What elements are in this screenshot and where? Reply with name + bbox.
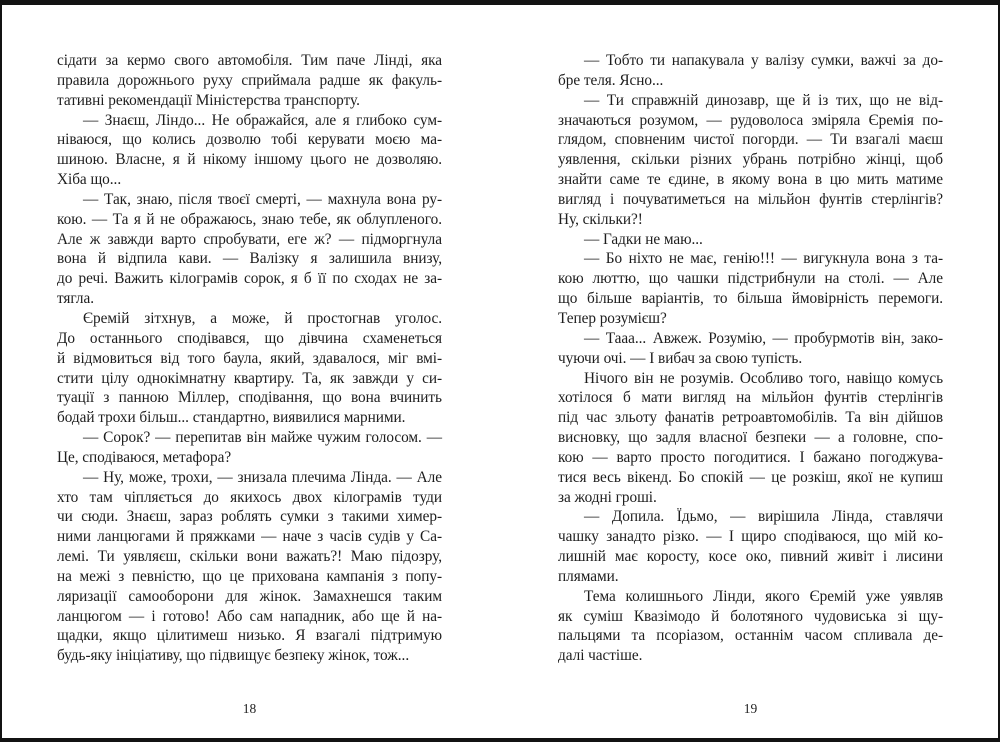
text-line: Єремій зітхнув, а може, й простогнав уголос. bbox=[83, 309, 442, 327]
text-line: вона й відпила кави. — Валізку я залишила внизу, bbox=[57, 250, 442, 268]
page-number-right: 19 bbox=[743, 701, 758, 716]
text-line: вигляд і почуватиметься на мільйон фунтів стерлінгів? bbox=[558, 190, 943, 208]
text-line: туації з панною Міллер, сподівання, що вона вчинить bbox=[57, 389, 442, 407]
text-line: кою. — Та я й не ображаюсь, знаю тебе, як облупленого. bbox=[57, 210, 442, 228]
text-line: під час зльоту фанатів ретроавтомобілів. Та він дійшов bbox=[558, 409, 943, 427]
text-line: Ну, скільки?! bbox=[558, 210, 643, 228]
paragraph bbox=[558, 91, 943, 230]
text-line: що більше варіантів, то більша ймовірність перемоги. bbox=[558, 290, 943, 308]
paragraph bbox=[558, 329, 943, 369]
text-line: — Сорок? — перепитав він майже чужим голосом. — bbox=[83, 429, 442, 447]
paragraph bbox=[558, 249, 943, 328]
text-line: сідати за кермо свого автомобіля. Тим паче Лінді, яка bbox=[57, 52, 442, 69]
text-line: — Ну, може, трохи, — знизала плечима Лінда. — Але bbox=[83, 468, 442, 486]
text-line: — Тобто ти напакувала у валізу сумки, важчі за до- bbox=[584, 52, 943, 69]
paragraph bbox=[57, 468, 442, 666]
text-line: чуючи очі. — І вибач за свою тупість. bbox=[558, 349, 803, 367]
text-line: на межі з певністю, що це прихована кампанія з попу- bbox=[57, 567, 442, 585]
page-left-text bbox=[57, 51, 442, 666]
text-line: висновку, що задля власної безпеки — а головне, спо- bbox=[558, 429, 943, 447]
text-line: тися весь вікенд. Бо спокій — це розкіш, якої не купиш bbox=[558, 468, 943, 486]
text-line: будь-яку ініціативу, що підвищує безпеку жінок, тож... bbox=[57, 647, 410, 665]
text-line: — Так, знаю, після твоєї смерті, — махнула вона ру- bbox=[83, 190, 442, 208]
text-line: — Знаєш, Ліндо... Не ображайся, але я глибоко сум- bbox=[83, 111, 442, 129]
text-line: ляризації самооборони для жінок. Замахнешся таким bbox=[57, 587, 442, 605]
paragraph bbox=[57, 51, 442, 111]
text-line: — Бо ніхто не має, генію!!! — вигукнула вона з та- bbox=[584, 250, 943, 268]
text-line: хто там чіпляється до якихось двох кілограмів туди bbox=[57, 488, 442, 506]
text-line: — Тааа... Авжеж. Розумію, — пробурмотів він, зако- bbox=[584, 329, 943, 347]
text-line: ланцюгом — і готово! Або сам нападник, або ще й на- bbox=[57, 607, 442, 625]
text-line: Нічого він не розумів. Особливо того, навіщо комусь bbox=[584, 369, 943, 387]
paragraph bbox=[57, 428, 442, 468]
paragraph bbox=[558, 507, 943, 586]
text-line: бре теля. Ясно... bbox=[558, 71, 664, 89]
text-line: лемі. Ти уявляєш, скільки вони важать?! Маю підозру, bbox=[57, 548, 442, 566]
page-right-text bbox=[558, 51, 943, 666]
text-line: лишній має коросту, косе око, пивний живіт і лисини bbox=[558, 548, 943, 566]
text-line: До останнього сподівався, що дівчина схаменеться bbox=[57, 329, 442, 347]
text-line: плямами. bbox=[558, 567, 619, 585]
paragraph bbox=[558, 51, 943, 91]
text-line: шиною. Власне, я й нікому іншому цього не дозволяю. bbox=[57, 151, 442, 169]
text-line: уявлення, скільки різних убрань потрібно жінці, щоб bbox=[558, 151, 943, 169]
text-line: стити цілу однокімнатну квартиру. Та, як завжди у си- bbox=[57, 369, 442, 387]
text-line: пальцями та псоріазом, останнім часом спливала де- bbox=[558, 627, 943, 645]
text-line: хотілося б мати вигляд на мільйон фунтів стерлінгів bbox=[558, 389, 943, 407]
text-line: значаються розумом, — рудоволоса зміряла Єремія по- bbox=[558, 111, 943, 129]
paragraph bbox=[558, 230, 943, 250]
text-line: глядом, сповненим чистої погорди. — Ти взагалі маєш bbox=[558, 131, 943, 149]
paragraph bbox=[558, 369, 943, 508]
text-line: тативні рекомендації Міністерства транспорту. bbox=[57, 91, 360, 109]
text-line: Хіба що... bbox=[57, 171, 122, 189]
text-line: Тема колишнього Лінди, якого Єремій уже уявляв bbox=[584, 587, 943, 605]
text-line: кою — варто просто погодитися. І бажано погоджува- bbox=[558, 448, 943, 466]
text-line: правила дорожнього руху сприймала радше як факуль- bbox=[57, 71, 442, 89]
text-line: до речі. Важить кілограмів сорок, я б її по сходах не за- bbox=[57, 270, 442, 288]
paragraph bbox=[57, 190, 442, 309]
text-line: Це, сподіваюся, метафора? bbox=[57, 448, 232, 466]
text-line: далі частіше. bbox=[558, 647, 643, 665]
text-line: Але ж завжди варто спробувати, еге ж? — підморгнула bbox=[57, 230, 442, 248]
text-line: — Ти справжній динозавр, ще й із тих, що не від- bbox=[584, 91, 943, 109]
text-line: — Допила. Їдьмо, — вирішила Лінда, ставлячи bbox=[584, 508, 943, 526]
text-line: — Гадки не маю... bbox=[584, 230, 703, 248]
text-line: й відмовиться від того баула, який, здавалося, міг вмі- bbox=[57, 349, 442, 367]
text-line: щадки, якщо цілитимеш низько. Я взагалі підтримую bbox=[57, 627, 442, 645]
text-line: Тепер розумієш? bbox=[558, 309, 667, 327]
text-line: чи сюди. Знаєш, зараз роблять сумки з такими химер- bbox=[57, 508, 442, 526]
text-line: чашку занадто різко. — І щиро сподіваюся, що мій ко- bbox=[558, 528, 943, 546]
paragraph bbox=[558, 587, 943, 666]
text-line: тягла. bbox=[57, 290, 94, 308]
text-line: ніваюся, що колись дозволю тобі керувати моєю ма- bbox=[57, 131, 442, 149]
text-line: бодай трохи більш... стандартно, виявилися марними. bbox=[57, 409, 406, 427]
text-line: знайти саме те єдине, в якому вона в цю мить матиме bbox=[558, 171, 943, 189]
text-line: кою люттю, що чашки підстрибнули на столі. — Але bbox=[558, 270, 943, 288]
text-line: як суміш Квазімодо й болотяного чудовиська зі щу- bbox=[558, 607, 943, 625]
text-line: ними ланцюгами й пряжками — наче з часів судів у Са- bbox=[57, 528, 442, 546]
paragraph bbox=[57, 111, 442, 190]
paragraph bbox=[57, 309, 442, 428]
page-number-left: 18 bbox=[242, 701, 257, 716]
text-line: за жодні гроші. bbox=[558, 488, 657, 506]
